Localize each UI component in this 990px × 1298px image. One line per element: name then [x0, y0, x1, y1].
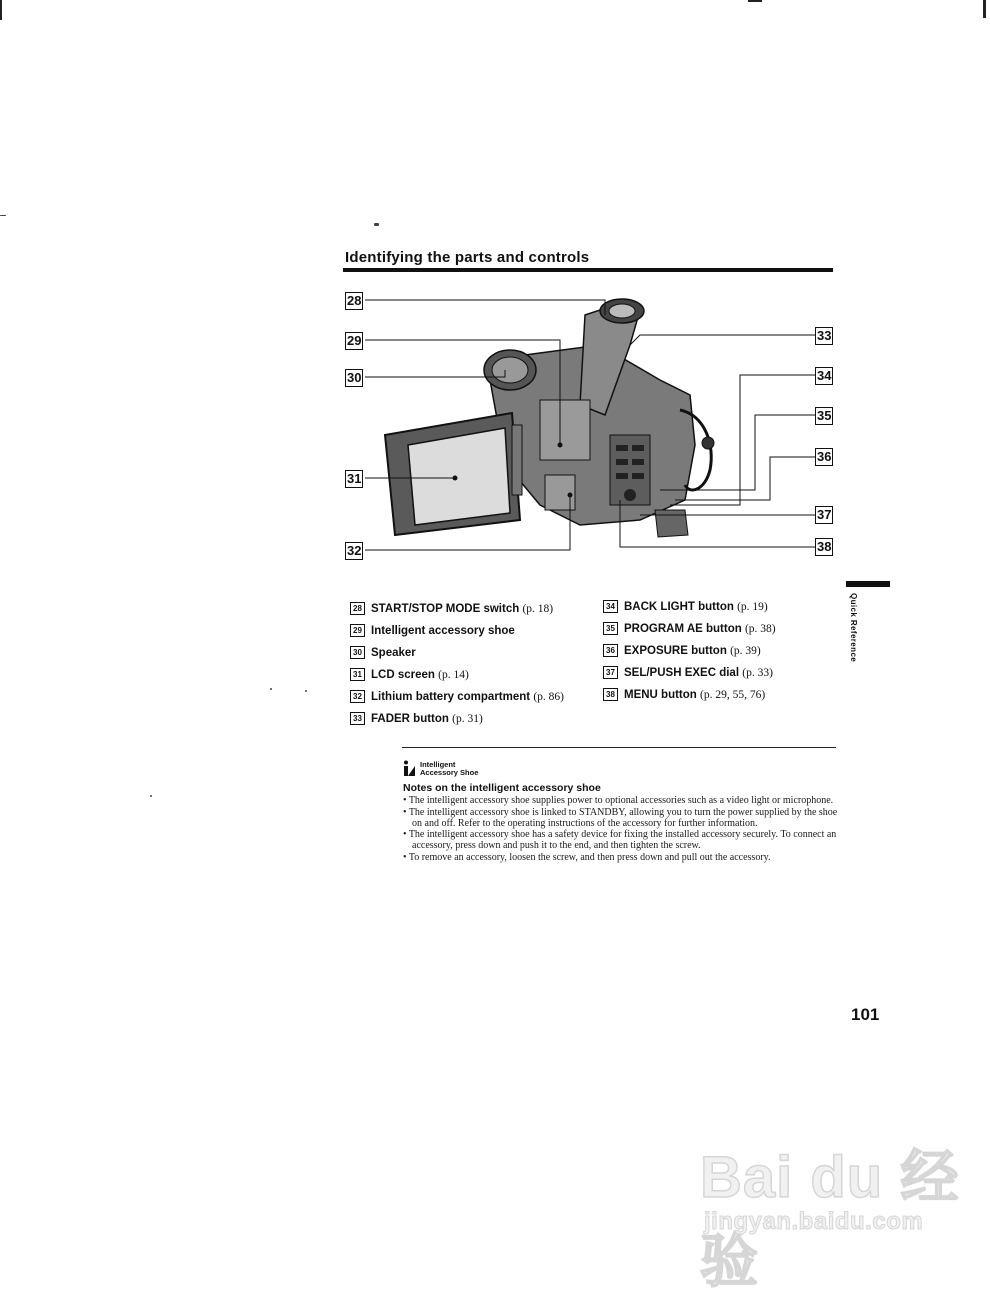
scan-speck — [374, 223, 379, 226]
intelligent-accessory-shoe-icon — [403, 760, 415, 776]
list-item — [350, 642, 564, 664]
parts-list-right — [603, 596, 776, 706]
note-bullet: • The intelligent accessory shoe is linked to STANDBY, allowing you to turn the power supplied by the shoe on and off. Refer to the operating instructions of the accessory for further information. — [403, 806, 838, 829]
list-item — [603, 618, 776, 640]
camcorder-illustration — [340, 285, 840, 570]
note-bullet: • The intelligent accessory shoe supplies power to optional accessories such as a video light or microphone. — [403, 795, 834, 806]
page-title: Identifying the parts and controls — [345, 249, 590, 266]
item-number: 33 — [350, 712, 365, 725]
item-page-ref: (p. 86) — [533, 691, 564, 703]
item-number: 30 — [350, 646, 365, 659]
item-number: 31 — [350, 668, 365, 681]
callout-36: 36 — [817, 449, 832, 464]
list-item — [350, 598, 564, 620]
callout-38: 38 — [817, 539, 832, 554]
list-item — [350, 664, 564, 686]
scan-speck — [150, 795, 152, 797]
side-tab-bar — [846, 581, 890, 587]
list-item — [603, 662, 776, 684]
item-page-ref: (p. 19) — [737, 601, 768, 613]
item-number: 32 — [350, 690, 365, 703]
item-page-ref: (p. 38) — [744, 623, 776, 635]
item-number: 29 — [350, 624, 365, 637]
list-item — [603, 596, 776, 618]
item-page-ref: (p. 14) — [438, 669, 469, 681]
callout-31: 31 — [347, 471, 362, 486]
item-page-ref: (p. 39) — [730, 645, 761, 657]
item-label: MENU button — [624, 689, 697, 701]
scan-edge-right — [983, 0, 986, 18]
notes-body — [403, 796, 843, 865]
notes-divider — [402, 747, 836, 748]
list-item — [603, 684, 776, 706]
callout-37: 37 — [817, 507, 832, 522]
page-number: 101 — [851, 1005, 880, 1024]
title-rule — [343, 268, 833, 272]
item-label: SEL/PUSH EXEC dial — [624, 667, 740, 679]
callout-30: 30 — [347, 370, 362, 385]
item-label: Speaker — [371, 647, 416, 659]
scan-edge-left — [0, 0, 2, 20]
scan-speck — [0, 215, 6, 216]
item-number: 36 — [603, 644, 618, 657]
watermark-url: jingyan.baidu.com — [704, 1208, 924, 1235]
item-page-ref: (p. 33) — [742, 667, 773, 679]
item-label: PROGRAM AE button — [624, 623, 742, 635]
note-bullet: • To remove an accessory, loosen the screw, and then press down and pull out the accessory. — [403, 851, 771, 863]
item-page-ref: (p. 31) — [452, 713, 483, 725]
list-item — [603, 640, 776, 662]
item-label: FADER button — [371, 713, 449, 725]
item-label: Intelligent accessory shoe — [371, 625, 515, 637]
icon-caption-line: Intelligent — [420, 760, 456, 769]
callout-35: 35 — [817, 408, 832, 423]
callout-28: 28 — [347, 293, 362, 308]
item-number: 37 — [603, 666, 618, 679]
list-item — [350, 708, 564, 730]
item-number: 38 — [603, 688, 618, 701]
icon-caption-line: Accessory Shoe — [420, 768, 479, 777]
watermark-logo: Bai du 经验 — [700, 1145, 960, 1294]
item-label: Lithium battery compartment — [371, 691, 531, 703]
scan-speck — [270, 688, 272, 690]
parts-list-left — [350, 598, 564, 730]
callout-33: 33 — [817, 328, 832, 343]
item-number: 28 — [350, 602, 365, 615]
item-label: LCD screen — [371, 669, 435, 681]
callout-29: 29 — [347, 333, 362, 348]
icon-caption — [420, 761, 478, 777]
camcorder-figure — [340, 285, 840, 570]
list-item — [350, 686, 564, 708]
item-number: 34 — [603, 600, 618, 613]
note-bullet: • The intelligent accessory shoe has a safety device for fixing the installed accessory securely. To connect an accessory, press down and push it to the end, and then tighten the screw. — [403, 829, 837, 852]
callout-34: 34 — [817, 368, 832, 383]
scan-edge-top — [748, 0, 762, 2]
item-label: EXPOSURE button — [624, 645, 727, 657]
item-label: BACK LIGHT button — [624, 601, 734, 613]
item-number: 35 — [603, 622, 618, 635]
scan-speck — [305, 690, 307, 692]
callout-32: 32 — [347, 543, 362, 558]
item-label: START/STOP MODE switch — [371, 603, 520, 615]
side-tab-label: Quick Reference — [849, 593, 858, 663]
item-page-ref: (p. 18) — [522, 603, 554, 615]
notes-heading: Notes on the intelligent accessory shoe — [403, 782, 601, 794]
list-item — [350, 620, 564, 642]
item-page-ref: (p. 29, 55, 76) — [700, 689, 766, 701]
